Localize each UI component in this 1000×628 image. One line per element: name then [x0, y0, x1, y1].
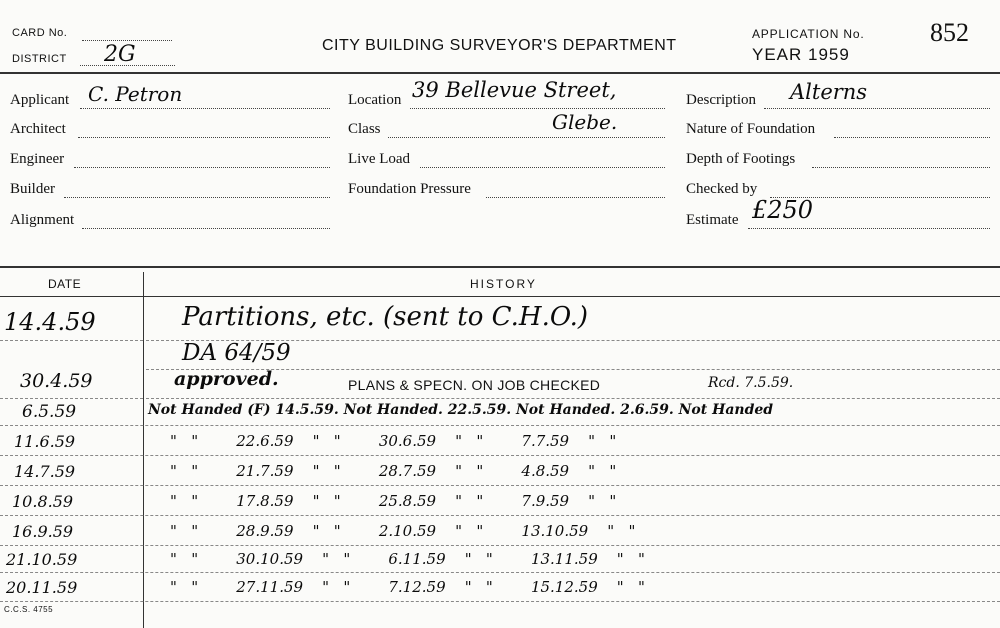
description-label: Description: [686, 92, 756, 108]
header-divider: [0, 72, 1000, 74]
rule-line: [0, 398, 143, 399]
nature-foundation-label: Nature of Foundation: [686, 121, 816, 137]
history-date-4: 6.5.59: [22, 402, 77, 422]
applicant-value: C. Petron: [88, 82, 183, 106]
history-text-1: Partitions, etc. (sent to C.H.O.): [182, 302, 589, 332]
history-text-5: " " 22.6.59 " " 30.6.59 " " 7.7.59 " ": [170, 432, 617, 450]
live-load-line: [420, 167, 665, 168]
district-label: DISTRICT: [12, 53, 67, 65]
history-note-3: Rcd. 7.5.59.: [708, 375, 794, 391]
history-date-7: 10.8.59: [12, 492, 74, 511]
date-column-divider: [143, 272, 144, 628]
engineer-label: Engineer: [10, 151, 65, 167]
estimate-line: [748, 228, 990, 229]
history-date-10: 20.11.59: [6, 578, 78, 597]
location-line: [410, 108, 665, 109]
history-date-9: 21.10.59: [6, 550, 78, 569]
year-label: YEAR 1959: [752, 45, 850, 64]
department-title: CITY BUILDING SURVEYOR'S DEPARTMENT: [322, 37, 677, 54]
rule-line: [0, 485, 1000, 486]
estimate-value: £250: [752, 196, 814, 224]
foundation-pressure-line: [486, 197, 665, 198]
date-header: DATE: [48, 277, 82, 291]
estimate-label: Estimate: [686, 212, 739, 228]
history-text-8: " " 28.9.59 " " 2.10.59 " " 13.10.59 " ": [170, 522, 636, 540]
builder-line: [64, 197, 330, 198]
class-value: Glebe.: [552, 110, 618, 134]
rule-line: [146, 398, 1000, 399]
history-date-5: 11.6.59: [14, 432, 76, 451]
rule-line: [0, 515, 1000, 516]
history-text-9: " " 30.10.59 " " 6.11.59 " " 13.11.59 " ": [170, 550, 645, 568]
engineer-line: [74, 167, 330, 168]
nature-foundation-line: [834, 137, 990, 138]
rule-line: [0, 601, 1000, 602]
depth-footings-line: [812, 167, 990, 168]
class-line: [388, 137, 665, 138]
depth-footings-label: Depth of Footings: [686, 151, 796, 167]
history-date-8: 16.9.59: [12, 522, 74, 541]
history-printed-3: PLANS & SPECN. ON JOB CHECKED: [348, 377, 601, 393]
history-text-7: " " 17.8.59 " " 25.8.59 " " 7.9.59 " ": [170, 492, 617, 510]
description-line: [764, 108, 990, 109]
alignment-line: [82, 228, 330, 229]
history-text-6: " " 21.7.59 " " 28.7.59 " " 4.8.59 " ": [170, 462, 617, 480]
history-text-2: DA 64/59: [182, 340, 291, 366]
card-no-line: [82, 40, 172, 41]
applicant-line: [80, 108, 330, 109]
alignment-label: Alignment: [10, 212, 75, 228]
application-number: 852: [930, 18, 969, 47]
live-load-label: Live Load: [348, 151, 411, 167]
fields-divider: [0, 266, 1000, 268]
history-date-6: 14.7.59: [14, 462, 76, 481]
card-no-label: CARD No.: [12, 27, 68, 39]
history-text-4: Not Handed (F) 14.5.59. Not Handed. 22.5.59. Not Handed. 2.6.59. Not Handed: [148, 402, 774, 418]
foundation-pressure-label: Foundation Pressure: [348, 181, 471, 197]
rule-line: [0, 425, 1000, 426]
history-date-3: 30.4.59: [20, 370, 93, 392]
history-header: HISTORY: [470, 277, 537, 291]
architect-line: [78, 137, 330, 138]
rule-line: [0, 455, 1000, 456]
district-value: 2G: [104, 42, 136, 67]
builder-label: Builder: [10, 181, 55, 197]
history-text-10: " " 27.11.59 " " 7.12.59 " " 15.12.59 " ": [170, 578, 645, 596]
table-header-line: [0, 296, 1000, 297]
history-text-3: approved.: [174, 368, 279, 390]
form-code: C.C.S. 4755: [4, 605, 54, 614]
rule-line: [0, 340, 143, 341]
description-value: Alterns: [790, 80, 868, 104]
application-label: APPLICATION No.: [752, 27, 865, 41]
location-label: Location: [348, 92, 402, 108]
history-date-1: 14.4.59: [4, 308, 96, 336]
class-label: Class: [348, 121, 381, 137]
rule-line: [0, 572, 1000, 573]
checked-by-label: Checked by: [686, 181, 758, 197]
location-value: 39 Bellevue Street,: [412, 78, 617, 102]
rule-line: [0, 545, 1000, 546]
architect-label: Architect: [10, 121, 66, 137]
applicant-label: Applicant: [10, 92, 70, 108]
